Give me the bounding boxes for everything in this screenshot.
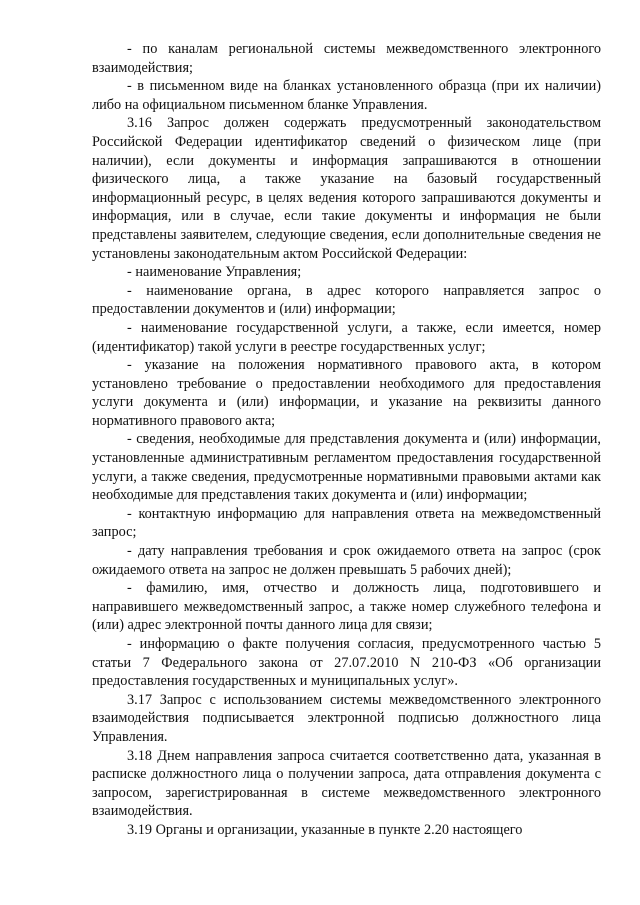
list-item-channel-paper: - в письменном виде на бланках установленного образца (при их наличии) либо на официальном письменном бланке Управления. bbox=[92, 78, 601, 113]
list-item-consent-info: - информацию о факте получения согласия, предусмотренного частью 5 статьи 7 Федерального закона от 27.07.2010 N 210-ФЗ «Об организации предоставления государственных и муниципальных услуг». bbox=[92, 636, 601, 690]
list-item-agency-name: - наименование Управления; bbox=[127, 264, 302, 281]
list-item-responsible-person: - фамилию, имя, отчество и должность лица, подготовившего и направившего межведомственный запрос, а также номер служебного телефона и (или) адрес электронной почты данного лица для связи; bbox=[92, 580, 601, 634]
list-item-dates: - дату направления требования и срок ожидаемого ответа на запрос (срок ожидаемого ответа на запрос не должен превышать 5 рабочих дней); bbox=[92, 543, 601, 578]
document-body bbox=[92, 40, 601, 840]
list-item-service-name: - наименование государственной услуги, а также, если имеется, номер (идентификатор) такой услуги в реестре государственных услуг; bbox=[92, 319, 601, 355]
list-item-channel-electronic: - по каналам региональной системы межведомственного электронного взаимодействия; bbox=[92, 41, 601, 76]
list-item-required-info: - сведения, необходимые для представления документа и (или) информации, установленные административным регламентом предоставления государственной услуги, а также сведения, предусмотренные нормативными правовыми актами как необходимые для представления таких документа и (или) информации; bbox=[92, 431, 601, 504]
list-item-contact-info: - контактную информацию для направления ответа на межведомственный запрос; bbox=[92, 505, 601, 541]
list-item-recipient-organ: - наименование органа, в адрес которого направляется запрос о предоставлении документов и (или) информации; bbox=[92, 282, 601, 318]
list-item-legal-act: - указание на положения нормативного правового акта, в котором установлено требование о предоставлении необходимого для предоставления услуги документа и (или) информации, и указание на реквизиты данного нормативного правового акта; bbox=[92, 357, 601, 429]
paragraph-3-16: 3.16 Запрос должен содержать предусмотренный законодательством Российской Федерации идентификатор сведений о физическом лице (при наличии), если документы и информация запрашиваются в отношении физического лица, а также указание на базовый государственный информационный ресурс, в целях ведения которого запрашиваются документы и информация, или в случае, если такие документы и информация не были представлены заявителем, следующие сведения, если дополнительные сведения не установлены законодательным актом Российской Федерации: bbox=[92, 115, 601, 262]
paragraph-3-17: 3.17 Запрос с использованием системы межведомственного электронного взаимодействия подписывается электронной подписью должностного лица Управления. bbox=[92, 691, 601, 745]
paragraph-3-18: 3.18 Днем направления запроса считается соответственно дата, указанная в расписке должностного лица о получении запроса, дата отправления документа с запросом, зарегистрированная в системе межведомственного электронного взаимодействия. bbox=[92, 747, 601, 820]
paragraph-3-19: 3.19 Органы и организации, указанные в пункте 2.20 настоящего bbox=[127, 821, 523, 838]
